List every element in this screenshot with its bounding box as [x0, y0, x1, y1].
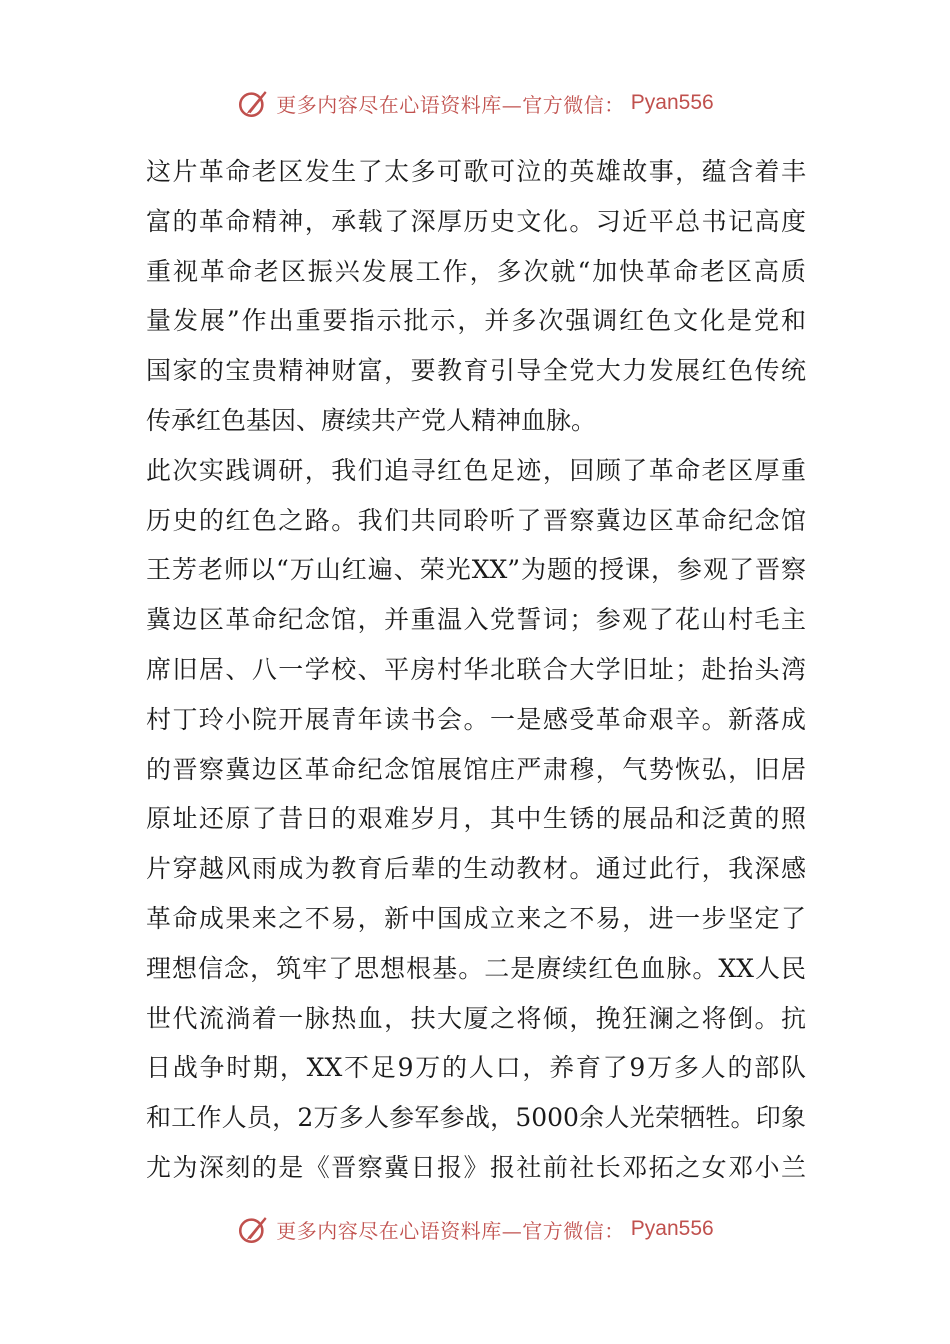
body-line: 量发展”作出重要指示批示，并多次强调红色文化是党和 — [146, 306, 806, 336]
header-brand-text: 更多内容尽在心语资料库—官方微信： — [276, 92, 625, 117]
footer-brand-text: 更多内容尽在心语资料库—官方微信： — [276, 1218, 625, 1243]
body-line: 日战争时期，XX不足9万的人口，养育了9万多人的部队 — [146, 1053, 806, 1083]
body-line: 此次实践调研，我们追寻红色足迹，回顾了革命老区厚重 — [146, 455, 806, 485]
body-line: 重视革命老区振兴发展工作，多次就“加快革命老区高质 — [146, 256, 806, 286]
body-line: 传承红色基因、赓续共产党人精神血脉。 — [146, 405, 597, 435]
body-line: 王芳老师以“万山红遍、荣光XX”为题的授课，参观了晋察 — [146, 555, 806, 585]
header-wechat-id: Pyan556 — [630, 91, 714, 114]
body-line: 理想信念，筑牢了思想根基。二是赓续红色血脉。XX人民 — [146, 953, 806, 983]
footer-wechat-id: Pyan556 — [630, 1217, 714, 1240]
body-line: 和工作人员，2万多人参军参战，5000余人光荣牺牲。印象 — [146, 1103, 806, 1133]
quill-logo-icon — [236, 86, 270, 120]
body-line: 国家的宝贵精神财富，要教育引导全党大力发展红色传统 — [146, 356, 806, 386]
quill-logo-icon — [236, 1212, 270, 1246]
body-line: 的晋察冀边区革命纪念馆展馆庄严肃穆，气势恢弘，旧居 — [146, 754, 806, 784]
body-line: 尤为深刻的是《晋察冀日报》报社前社长邓拓之女邓小兰 — [146, 1152, 806, 1182]
header-banner — [0, 86, 950, 120]
body-line: 村丁玲小院开展青年读书会。一是感受革命艰辛。新落成 — [146, 704, 806, 734]
body-line: 世代流淌着一脉热血，扶大厦之将倾，挽狂澜之将倒。抗 — [146, 1003, 806, 1033]
body-line: 席旧居、八一学校、平房村华北联合大学旧址；赴抬头湾 — [146, 654, 806, 684]
document-body — [146, 147, 806, 1193]
footer-banner — [0, 1212, 950, 1246]
body-line: 富的革命精神，承载了深厚历史文化。习近平总书记高度 — [146, 206, 806, 236]
body-line: 历史的红色之路。我们共同聆听了晋察冀边区革命纪念馆 — [146, 505, 806, 535]
body-line: 革命成果来之不易，新中国成立来之不易，进一步坚定了 — [146, 903, 806, 933]
body-line: 冀边区革命纪念馆，并重温入党誓词；参观了花山村毛主 — [146, 605, 806, 635]
body-line: 原址还原了昔日的艰难岁月，其中生锈的展品和泛黄的照 — [146, 804, 806, 834]
body-line: 这片革命老区发生了太多可歌可泣的英雄故事，蕴含着丰 — [146, 157, 806, 186]
body-line: 片穿越风雨成为教育后辈的生动教材。通过此行，我深感 — [146, 854, 806, 884]
